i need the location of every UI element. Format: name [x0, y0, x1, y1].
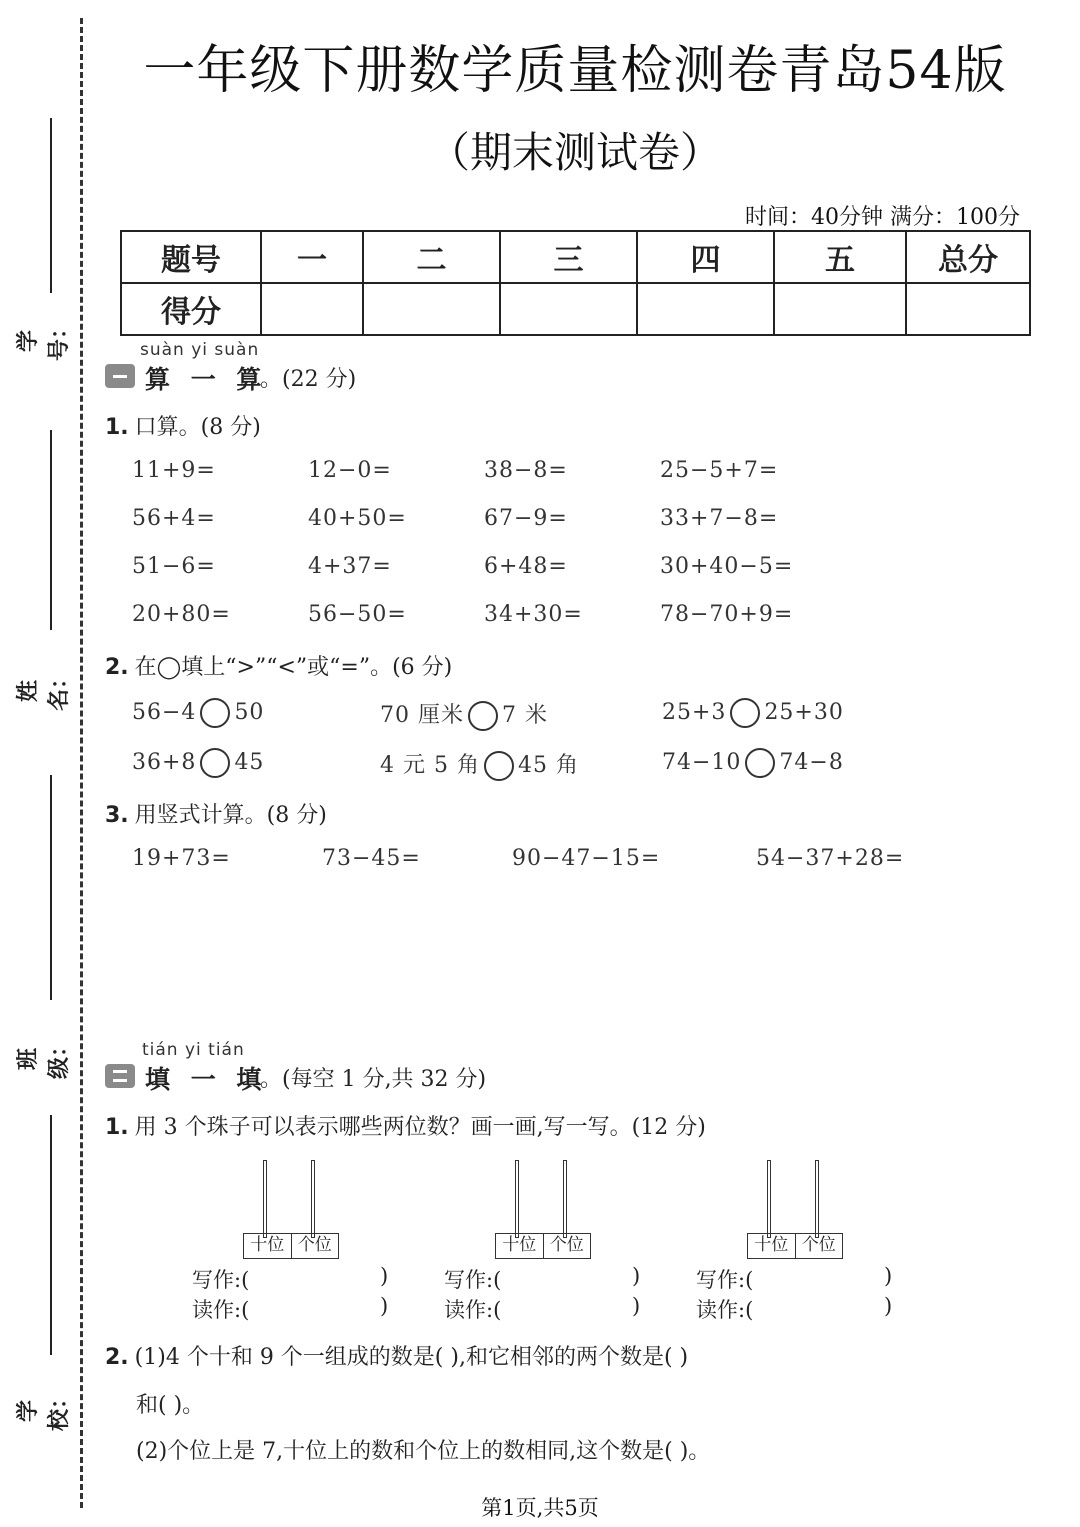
page-subtitle: （期末测试卷） — [427, 128, 722, 177]
compare-6-right: 74−8 — [779, 750, 844, 775]
abacus-3-ones-label: 个位 — [801, 1235, 836, 1255]
read-label-2: 读作:( — [444, 1298, 502, 1322]
score-cell-5: 五 — [774, 231, 906, 283]
s2-q2 — [105, 1340, 688, 1371]
abacus-3-ones-rod[interactable] — [815, 1160, 819, 1238]
compare-1-left: 56−4 — [132, 700, 197, 725]
compare-3-circle[interactable] — [730, 698, 760, 728]
name-label: 姓名： — [16, 666, 72, 711]
calc-r2c2: 40+50= — [308, 506, 407, 531]
class-label: 班级： — [16, 1034, 72, 1079]
s2-q2-line1: (1)4 个十和 9 个一组成的数是( ),和它相邻的两个数是( ) — [134, 1345, 689, 1370]
write-close-2: ) — [632, 1264, 641, 1288]
section2-title: 填 一 填 — [145, 1065, 268, 1094]
abacus-1 — [243, 1160, 343, 1255]
school-line — [50, 1115, 52, 1355]
s2-q2-line2: 和( )。 — [136, 1393, 205, 1418]
compare-4-right: 45 — [234, 750, 265, 775]
write-close-3: ) — [884, 1264, 893, 1288]
s1-q3 — [105, 798, 327, 829]
s2-q1 — [105, 1110, 706, 1141]
calc-r3c1: 51−6= — [132, 554, 216, 579]
calc-r4c1: 20+80= — [132, 602, 231, 627]
read-close-3: ) — [884, 1294, 893, 1318]
abacus-2-tens-label: 十位 — [496, 1234, 544, 1258]
calc-r2c3: 67−9= — [484, 506, 568, 531]
compare-6 — [662, 748, 844, 778]
section1-badge-icon — [105, 364, 135, 388]
score-table-header-row — [121, 231, 1030, 283]
section2-score: 。(每空 1 分,共 32 分) — [260, 1067, 487, 1092]
calc-r3c2: 4+37= — [308, 554, 392, 579]
abacus-3-tens-label: 十位 — [748, 1234, 796, 1258]
id-number-label: 学号： — [16, 316, 72, 361]
compare-6-left: 74−10 — [662, 750, 742, 775]
calc-r1c4: 25−5+7= — [660, 458, 779, 483]
score-blank-5[interactable] — [774, 283, 906, 335]
s1-q3-text: 用竖式计算。(8 分) — [134, 803, 327, 828]
score-cell-1: 一 — [261, 231, 363, 283]
compare-2-left: 70 厘米 — [380, 703, 464, 728]
s2-q1-number: 1. — [105, 1115, 129, 1140]
calc-r4c4: 78−70+9= — [660, 602, 794, 627]
class-line — [50, 775, 52, 1000]
score-cell-4: 四 — [637, 231, 774, 283]
write-label-1: 写作:( — [192, 1268, 250, 1292]
compare-1 — [132, 698, 264, 728]
abacus-2-tens-rod[interactable] — [515, 1160, 519, 1238]
time-score-info: 时间：40分钟 满分：100分 — [745, 205, 1020, 230]
score-cell-label: 题号 — [121, 231, 261, 283]
calc-r1c3: 38−8= — [484, 458, 568, 483]
abacus-3-tens-rod[interactable] — [767, 1160, 771, 1238]
vertical-calc-2: 73−45= — [322, 846, 421, 871]
compare-2-circle[interactable] — [468, 701, 498, 731]
section1-score: 。(22 分) — [260, 367, 357, 392]
score-blank-1[interactable] — [261, 283, 363, 335]
vertical-calc-1: 19+73= — [132, 846, 231, 871]
read-label-3: 读作:( — [696, 1298, 754, 1322]
abacus-1-ones-rod[interactable] — [311, 1160, 315, 1238]
calc-r4c3: 34+30= — [484, 602, 583, 627]
write-close-1: ) — [380, 1264, 389, 1288]
score-cell-3: 三 — [500, 231, 637, 283]
vertical-calc-3: 90−47−15= — [512, 846, 661, 871]
score-blank-4[interactable] — [637, 283, 774, 335]
compare-2 — [380, 698, 548, 731]
read-label-1: 读作:( — [192, 1298, 250, 1322]
s1-q2-text: 在◯填上“>”“<”或“=”。(6 分) — [134, 655, 453, 680]
abacus-1-tens-label: 十位 — [244, 1234, 292, 1258]
s2-q2-number: 2. — [105, 1345, 129, 1370]
abacus-1-tens-rod[interactable] — [263, 1160, 267, 1238]
read-close-2: ) — [632, 1294, 641, 1318]
calc-r1c1: 11+9= — [132, 458, 216, 483]
score-cell-2: 二 — [363, 231, 500, 283]
school-label: 学校： — [16, 1386, 72, 1431]
compare-3-left: 25+3 — [662, 700, 727, 725]
s1-q1 — [105, 410, 261, 441]
s2-q2-line3: (2)个位上是 7,十位上的数和个位上的数相同,这个数是( )。 — [136, 1439, 711, 1464]
calc-r3c4: 30+40−5= — [660, 554, 794, 579]
score-row-label: 得分 — [121, 283, 261, 335]
section2-pinyin: tián yi tián — [142, 1040, 245, 1060]
s1-q2-number: 2. — [105, 655, 129, 680]
calc-r1c2: 12−0= — [308, 458, 392, 483]
abacus-3-base — [747, 1233, 843, 1259]
score-table — [120, 230, 1031, 336]
write-label-2: 写作:( — [444, 1268, 502, 1292]
compare-5-circle[interactable] — [484, 751, 514, 781]
name-line — [50, 430, 52, 630]
compare-1-right: 50 — [234, 700, 265, 725]
vertical-calc-4: 54−37+28= — [756, 846, 905, 871]
abacus-2-base — [495, 1233, 591, 1259]
compare-5 — [380, 748, 579, 781]
calc-r2c1: 56+4= — [132, 506, 216, 531]
section1-pinyin: suàn yi suàn — [140, 340, 260, 360]
compare-5-right: 45 角 — [517, 753, 579, 778]
score-blank-3[interactable] — [500, 283, 637, 335]
calc-r2c4: 33+7−8= — [660, 506, 779, 531]
s1-q1-number: 1. — [105, 415, 129, 440]
section2-badge-icon — [105, 1064, 135, 1088]
write-label-3: 写作:( — [696, 1268, 754, 1292]
abacus-1-ones-label: 个位 — [297, 1235, 332, 1255]
abacus-1-base — [243, 1233, 339, 1259]
score-table-score-row — [121, 283, 1030, 335]
abacus-2-ones-label: 个位 — [549, 1235, 584, 1255]
calc-r4c2: 56−50= — [308, 602, 407, 627]
page-title: 一年级下册数学质量检测卷青岛54版 — [143, 41, 1007, 101]
compare-3-right: 25+30 — [764, 700, 844, 725]
abacus-3 — [747, 1160, 847, 1255]
compare-4-circle[interactable] — [200, 748, 230, 778]
id-number-line — [50, 118, 52, 293]
compare-4-left: 36+8 — [132, 750, 197, 775]
s1-q2 — [105, 650, 452, 681]
read-close-1: ) — [380, 1294, 389, 1318]
section1-title: 算 一 算 — [145, 365, 268, 394]
score-blank-2[interactable] — [363, 283, 500, 335]
score-blank-total[interactable] — [906, 283, 1030, 335]
compare-4 — [132, 748, 264, 778]
s1-q1-text: 口算。(8 分) — [134, 415, 261, 440]
calc-r3c3: 6+48= — [484, 554, 568, 579]
abacus-2-ones-rod[interactable] — [563, 1160, 567, 1238]
compare-6-circle[interactable] — [745, 748, 775, 778]
compare-2-right: 7 米 — [502, 703, 548, 728]
compare-3 — [662, 698, 844, 728]
compare-1-circle[interactable] — [200, 698, 230, 728]
abacus-2 — [495, 1160, 595, 1255]
page-footer: 第1页,共5页 — [481, 1496, 599, 1520]
s1-q3-number: 3. — [105, 803, 129, 828]
compare-5-left: 4 元 5 角 — [380, 753, 480, 778]
s2-q1-text: 用 3 个珠子可以表示哪些两位数？画一画,写一写。(12 分) — [134, 1115, 706, 1140]
score-cell-total: 总分 — [906, 231, 1030, 283]
binding-dashed-line — [80, 18, 83, 1508]
